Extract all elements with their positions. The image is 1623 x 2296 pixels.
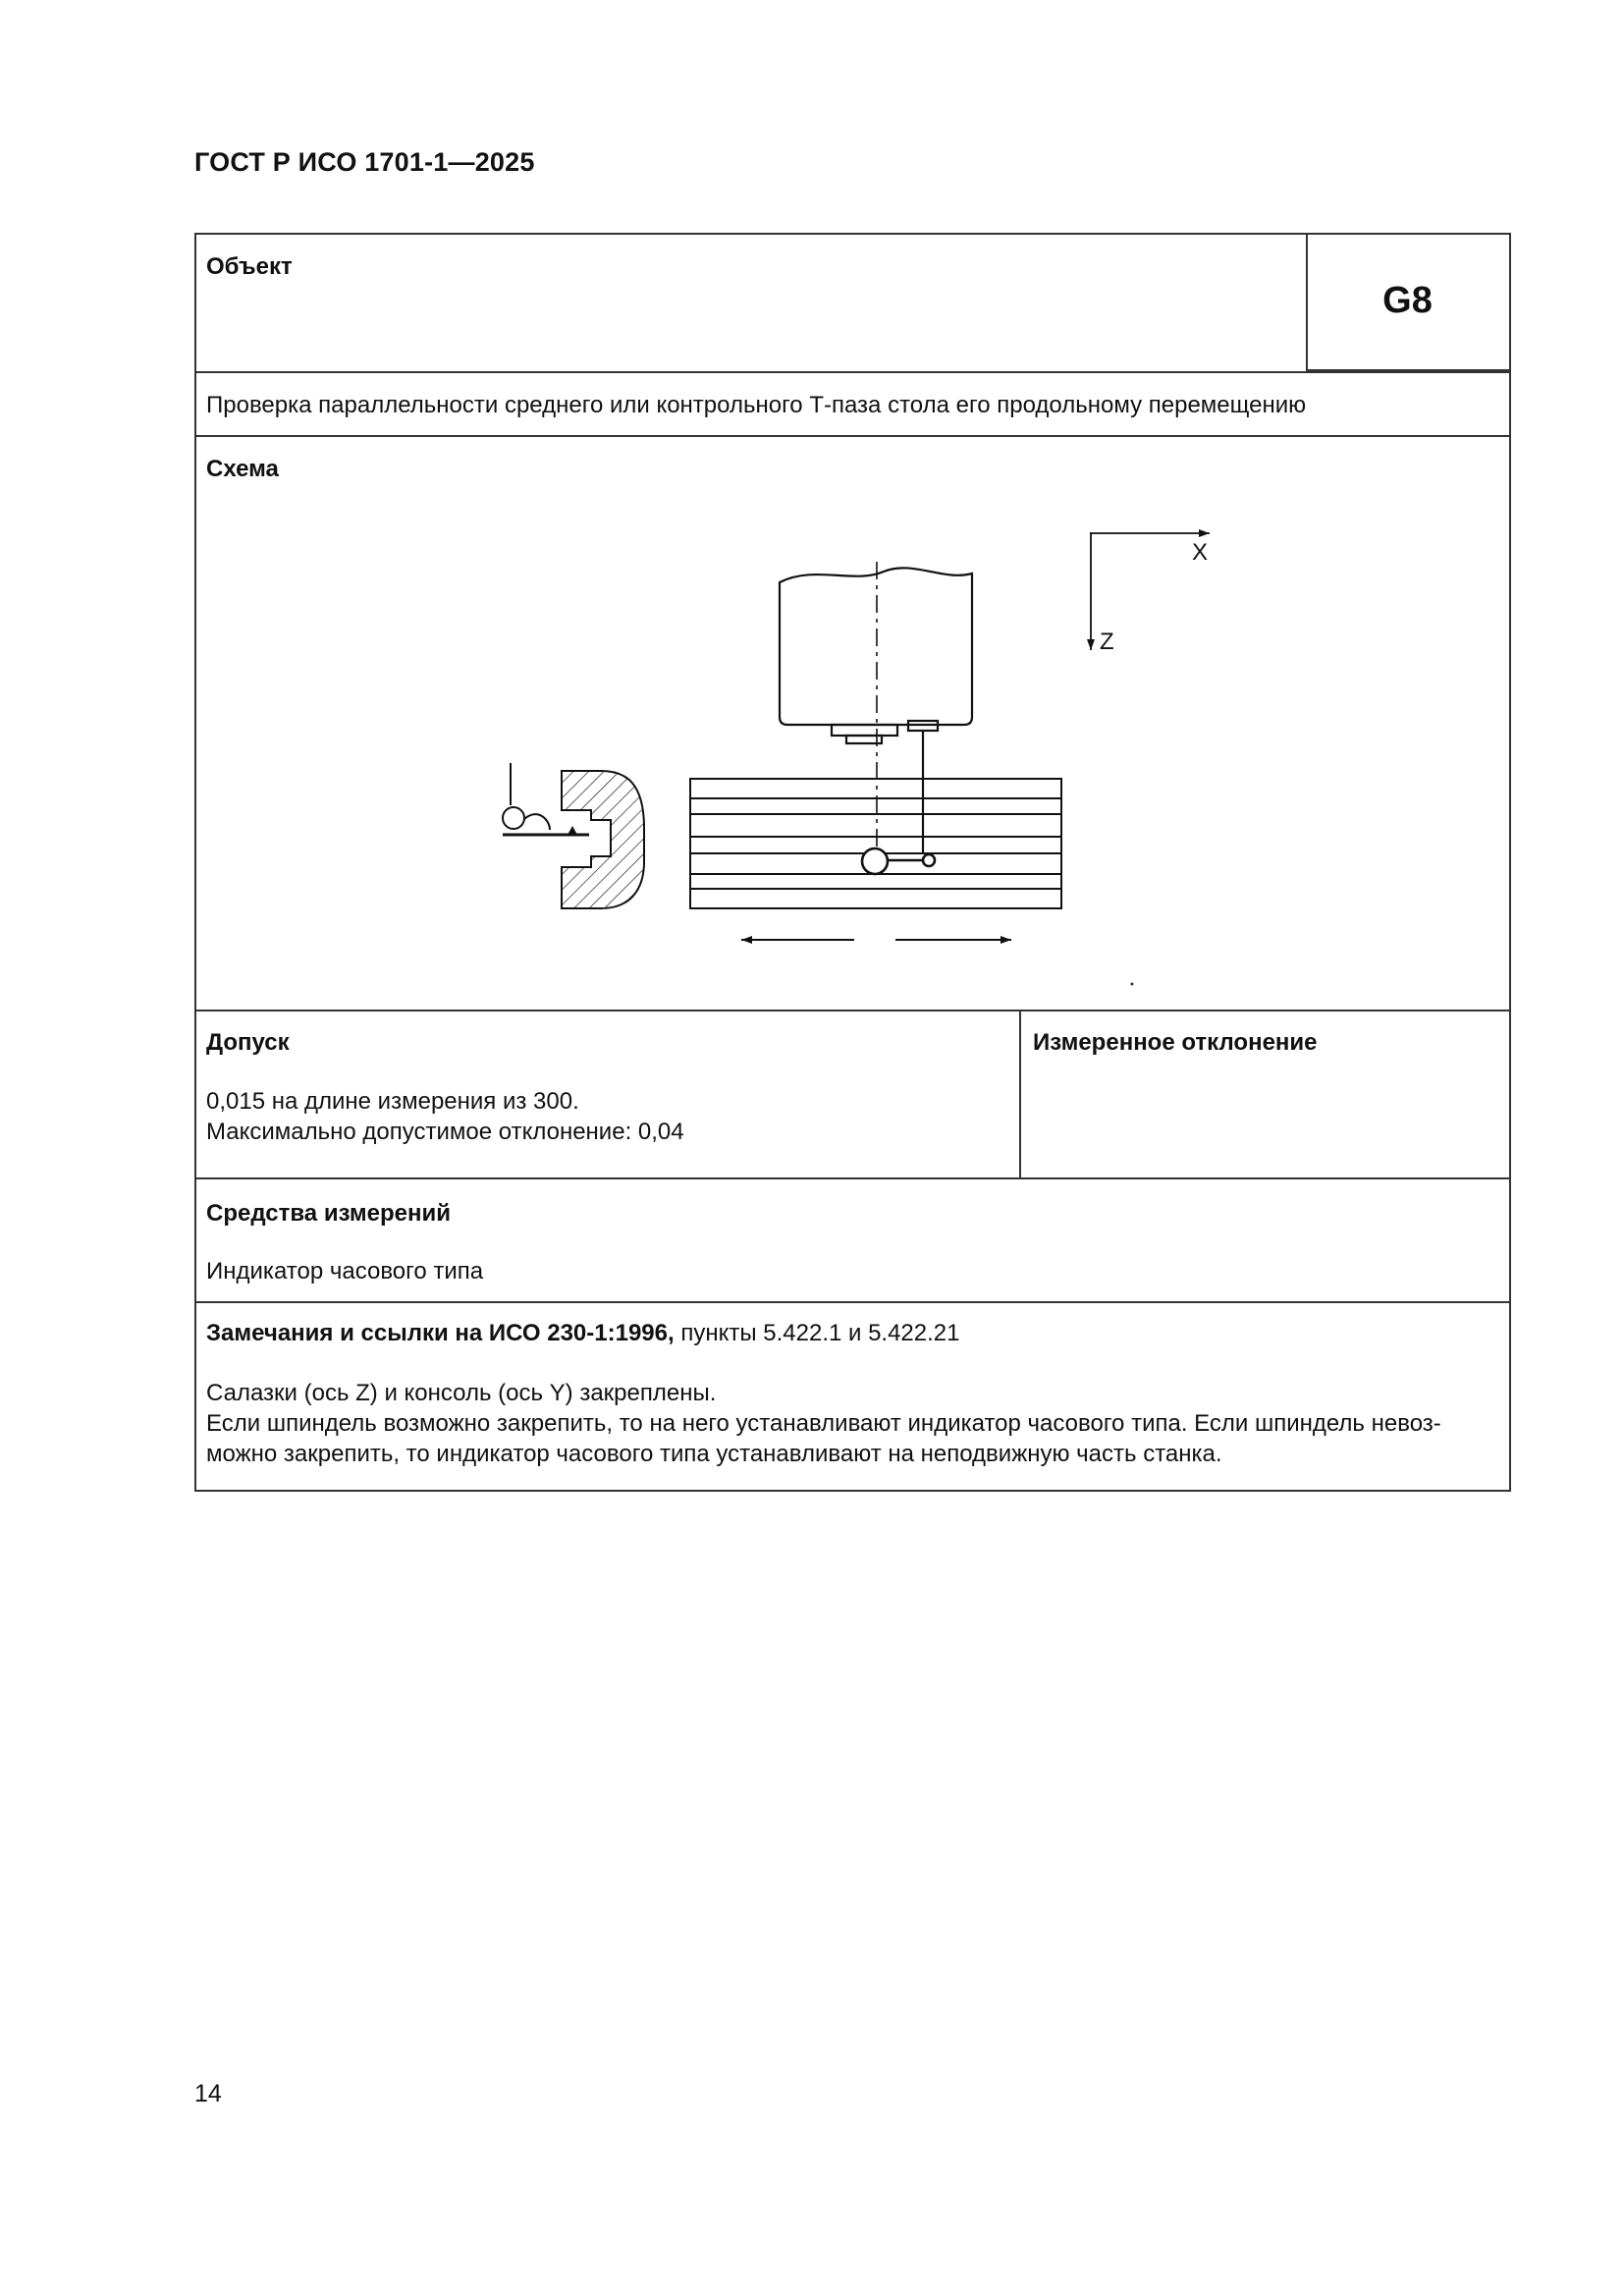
scheme-label: Схема	[206, 456, 279, 482]
tolerance-label: Допуск	[206, 1029, 290, 1056]
t-slot-section	[503, 763, 644, 908]
axis-z-label: Z	[1100, 629, 1114, 655]
remarks-line: Салазки (ось Z) и консоль (ось Y) закреплены.	[206, 1380, 717, 1406]
speck-mark	[1131, 983, 1134, 986]
remarks-refs: пункты 5.422.1 и 5.422.21	[674, 1320, 960, 1346]
instruments-label: Средства измерений	[206, 1200, 452, 1227]
axis-x-label: X	[1192, 539, 1209, 566]
machine-table	[690, 779, 1061, 908]
remarks-line: можно закрепить, то индикатор часового типа устанавливают на неподвижную часть станка.	[206, 1441, 1222, 1467]
spindle-head	[780, 568, 972, 852]
measured-deviation-label: Измеренное отклонение	[1033, 1029, 1318, 1056]
remarks-line: Если шпиндель возможно закрепить, то на него устанавливают индикатор часового типа. Если шпиндель невоз-	[206, 1410, 1441, 1437]
tolerance-line: Максимально допустимое отклонение: 0,04	[206, 1119, 684, 1145]
remarks-label: Замечания и ссылки на ИСО 230-1:1996,	[206, 1320, 675, 1346]
tolerance-line: 0,015 на длине измерения из 300.	[206, 1088, 579, 1115]
document-code: ГОСТ Р ИСО 1701-1—2025	[194, 147, 535, 177]
page-number: 14	[194, 2080, 222, 2107]
check-code: G8	[1382, 280, 1433, 321]
object-description: Проверка параллельности среднего или контрольного Т-паза стола его продольному перемещению	[206, 392, 1307, 418]
object-label: Объект	[206, 253, 293, 280]
coordinate-axes	[1090, 532, 1210, 655]
instruments-text: Индикатор часового типа	[206, 1258, 484, 1285]
